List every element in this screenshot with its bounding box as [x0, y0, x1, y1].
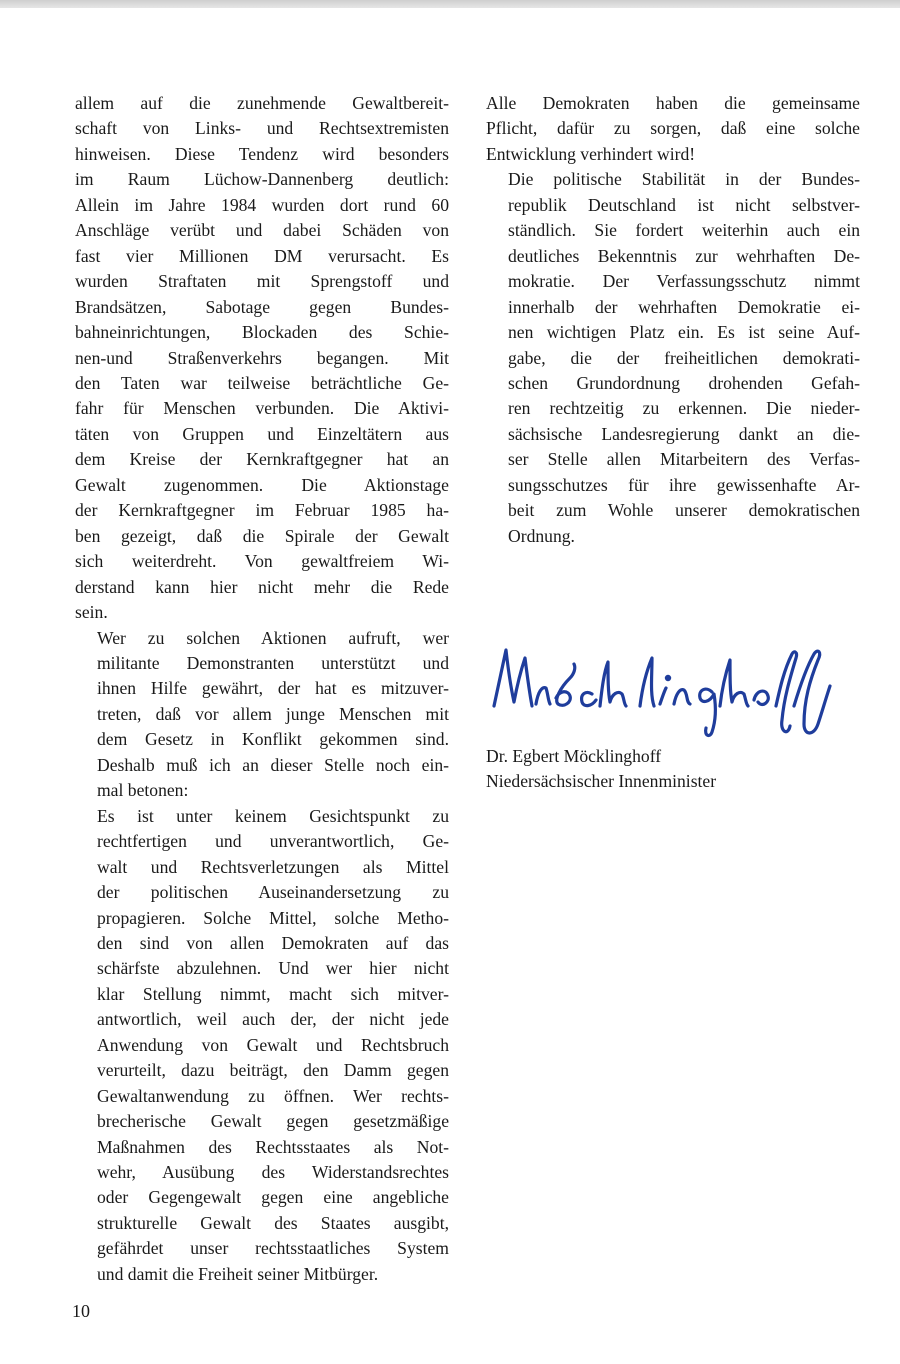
paragraph [75, 626, 449, 804]
text-line: Entwicklung verhindert wird! [486, 143, 696, 164]
handwritten-signature [484, 628, 864, 743]
text-line: beit zum Wohle unserer demokratischen [508, 500, 860, 521]
text-line: nen wichtigen Platz ein. Es ist seine Auf- [508, 322, 860, 343]
text-line: Anwendung von Gewalt und Rechtsbruch [97, 1034, 449, 1055]
text-line: oder Gegengewalt gegen eine angebliche [97, 1187, 449, 1208]
text-line: Brandsätzen, Sabotage gegen Bundes- [75, 296, 449, 317]
text-line: klar Stellung nimmt, macht sich mitver- [97, 983, 449, 1004]
right-text-column [486, 91, 860, 549]
text-line: ren rechtzeitig zu erkennen. Die nieder- [508, 398, 860, 419]
text-line: den sind von allen Demokraten auf das [97, 932, 449, 953]
text-line: innerhalb der wehrhaften Demokratie ei- [508, 296, 860, 317]
text-line: treten, daß vor allem junge Menschen mit [97, 703, 449, 724]
text-line: schaft von Links- und Rechtsextremisten [75, 118, 449, 139]
paragraph [75, 804, 449, 1288]
text-line: propagieren. Solche Mittel, solche Metho- [97, 907, 449, 928]
text-line: deutliches Bekenntnis zur wehrhaften De- [508, 245, 860, 266]
text-line: Pflicht, dafür zu sorgen, daß eine solche [486, 118, 860, 139]
signatory-name: Dr. Egbert Möcklinghoff [486, 746, 662, 766]
text-line: ständlich. Sie fordert weiterhin auch ein [508, 220, 860, 241]
paragraph [75, 91, 449, 626]
signature-icon [484, 628, 864, 743]
text-line: dem Kreise der Kernkraftgegner hat an [75, 449, 449, 470]
paragraph [486, 167, 860, 549]
text-line: im Raum Lüchow-Dannenberg deutlich: [75, 169, 449, 190]
paragraph [486, 91, 860, 167]
signatory-block [486, 744, 866, 795]
text-line: walt und Rechtsverletzungen als Mittel [97, 856, 449, 877]
text-line: sächsische Landesregierung dankt an die- [508, 423, 860, 444]
text-line: mal betonen: [97, 780, 189, 801]
text-line: wehr, Ausübung des Widerstandsrechtes [97, 1162, 449, 1183]
text-line: schärfste abzulehnen. Und wer hier nicht [97, 958, 449, 979]
page-top-edge [0, 0, 900, 8]
text-line: nen-und Straßenverkehrs begangen. Mit [75, 347, 449, 368]
text-line: dem Gesetz in Konflikt gekommen sind. [97, 729, 449, 750]
text-line: Ordnung. [508, 525, 575, 546]
text-line: der Kernkraftgegner im Februar 1985 ha- [75, 500, 449, 521]
text-line: republik Deutschland ist nicht selbstver- [508, 194, 860, 215]
text-line: den Taten war teilweise beträchtliche Ge- [75, 372, 449, 393]
text-line: derstand kann hier nicht mehr die Rede [75, 576, 449, 597]
text-line: gefährdet unser rechtsstaatliches System [97, 1238, 449, 1259]
text-line: militante Demonstranten unterstützt und [97, 652, 449, 673]
text-line: fast vier Millionen DM verursacht. Es [75, 245, 449, 266]
text-line: Gewalt zugenommen. Die Aktionstage [75, 474, 449, 495]
text-line: verurteilt, dazu beiträgt, den Damm gegen [97, 1060, 449, 1081]
text-line: brecherische Gewalt gegen gesetzmäßige [97, 1111, 449, 1132]
text-line: Wer zu solchen Aktionen aufruft, wer [97, 627, 449, 648]
text-line: täten von Gruppen und Einzeltätern aus [75, 423, 449, 444]
page-number: 10 [72, 1301, 90, 1321]
text-line: schen Grundordnung drohenden Gefah- [508, 372, 860, 393]
text-line: und damit die Freiheit seiner Mitbürger. [97, 1263, 379, 1284]
text-line: fahr für Menschen verbunden. Die Aktivi- [75, 398, 449, 419]
signatory-title: Niedersächsischer Innenminister [486, 771, 717, 792]
text-line: bahneinrichtungen, Blockaden des Schie- [75, 322, 449, 343]
text-line: sein. [75, 602, 108, 623]
text-line: hinweisen. Diese Tendenz wird besonders [75, 143, 449, 164]
text-line: gabe, die der freiheitlichen demokrati- [508, 347, 860, 368]
text-line: Es ist unter keinem Gesichtspunkt zu [97, 805, 449, 826]
text-line: rechtfertigen und unverantwortlich, Ge- [97, 831, 449, 852]
text-line: Maßnahmen des Rechtsstaates als Not- [97, 1136, 449, 1157]
text-line: Anschläge verübt und dabei Schäden von [75, 220, 449, 241]
text-line: ben gezeigt, daß die Spirale der Gewalt [75, 525, 449, 546]
text-line: sich weiterdreht. Von gewaltfreiem Wi- [75, 551, 449, 572]
text-line: ihnen Hilfe gewährt, der hat es mitzuver- [97, 678, 449, 699]
text-line: Gewaltanwendung zu öffnen. Wer rechts- [97, 1085, 449, 1106]
left-text-column [75, 91, 449, 1287]
text-line: Alle Demokraten haben die gemeinsame [486, 93, 860, 113]
text-line: ser Stelle allen Mitarbeitern des Verfas- [508, 449, 860, 470]
text-line: der politischen Auseinandersetzung zu [97, 882, 449, 903]
text-line: mokratie. Der Verfassungsschutz nimmt [508, 271, 860, 292]
text-line: allem auf die zunehmende Gewaltbereit- [75, 93, 449, 113]
text-line: antwortlich, weil auch der, der nicht jede [97, 1009, 449, 1030]
text-line: Die politische Stabilität in der Bundes- [508, 169, 860, 190]
text-line: strukturelle Gewalt des Staates ausgibt, [97, 1212, 449, 1233]
text-line: sungsschutzes für ihre gewissenhafte Ar- [508, 474, 860, 495]
text-line: Allein im Jahre 1984 wurden dort rund 60 [75, 194, 449, 215]
text-line: wurden Straftaten mit Sprengstoff und [75, 271, 449, 292]
text-line: Deshalb muß ich an dieser Stelle noch ein- [97, 754, 449, 775]
